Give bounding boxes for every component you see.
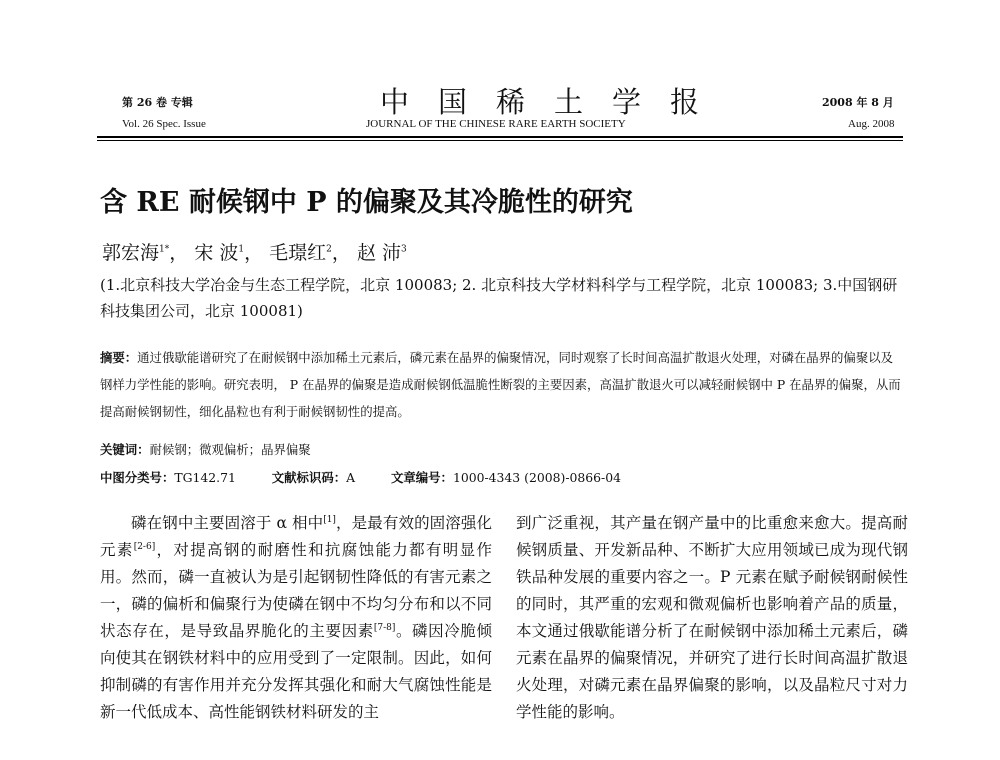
body-text: ，是最有效的固溶强化元素	[100, 514, 492, 559]
classification-line	[100, 468, 621, 486]
author-separator: ，	[169, 242, 189, 264]
journal-name-cn: 中国稀土学报	[380, 85, 729, 119]
issue-date-en: Aug. 2008	[848, 118, 895, 130]
body-text: 磷在钢中主要固溶于 α 相中	[131, 514, 324, 532]
author-separator: ，	[244, 242, 264, 264]
header-rule-thick	[97, 136, 903, 138]
citation: [1]	[323, 514, 336, 525]
author-affiliation-mark: 1*	[159, 244, 170, 255]
keywords-label: 关键词：	[100, 442, 150, 457]
abstract-text: 通过俄歇能谱研究了在耐候钢中添加稀土元素后，磷元素在晶界的偏聚情况，同时观察了长时间高温扩散退火处理，对磷在晶界的偏聚以及钢样力学性能的影响。研究表明， P 在晶界的偏聚是造成耐候钢低温脆性断裂的主要因素，高温扩散退火可以减轻耐候钢中 P 在晶界的偏聚，从而提高耐候钢韧性，细化晶粒也有利于耐候钢韧性的提高。	[100, 350, 901, 419]
issue-date-cn: 2008 年 8 月	[822, 96, 894, 109]
volume-label-en: Vol. 26 Spec. Issue	[122, 118, 206, 130]
keywords-text: 耐候钢；微观偏析；晶界偏聚	[149, 442, 311, 457]
article-number-label: 文章编号：	[390, 470, 453, 485]
affiliations: (1.北京科技大学冶金与生态工程学院，北京 100083; 2. 北京科技大学材料科学与工程学院，北京 100083; 3.中国钢研科技集团公司，北京 100081)	[100, 276, 898, 320]
doc-code-value: A	[346, 470, 356, 485]
abstract-label: 摘要：	[100, 350, 138, 365]
author-separator: ，	[331, 242, 351, 264]
author-affiliation-mark: 1	[238, 244, 245, 255]
paper-title: 含 RE 耐候钢中 P 的偏聚及其冷脆性的研究	[100, 187, 633, 218]
body-text: 。磷因冷脆倾向使其在钢铁材料中的应用受到了一定限制。因此，如何抑制磷的有害作用并充分发挥其强化和耐大气腐蚀性能是新一代低成本、高性能钢铁材料研发的主	[100, 622, 492, 721]
author-affiliation-mark: 2	[326, 244, 332, 255]
body-column-left	[100, 510, 492, 726]
citation: [7-8]	[373, 622, 396, 633]
volume-label-cn: 第 26 卷 专辑	[122, 96, 193, 109]
author-affiliation-mark: 3	[401, 244, 407, 255]
author-name: 毛璟红	[269, 242, 327, 264]
clc-value: TG142.71	[174, 470, 236, 485]
doc-code-label: 文献标识码：	[271, 470, 347, 485]
author-list	[102, 238, 407, 265]
body-text: ，对提高钢的耐磨性和抗腐蚀能力都有明显作用。然而，磷一直被认为是引起钢韧性降低的有害元素之一，磷的偏析和偏聚行为使磷在钢中不均匀分布和以不同状态存在，是导致晶界脆化的主要因素	[100, 541, 492, 640]
article-number-value: 1000-4343 (2008)-0866-04	[452, 470, 622, 485]
header-rule-thin	[97, 140, 903, 141]
author-name: 赵 沛	[356, 242, 402, 264]
keywords	[100, 440, 311, 458]
journal-name-en: JOURNAL OF THE CHINESE RARE EARTH SOCIETY	[366, 118, 626, 130]
citation: [2-6]	[133, 541, 156, 552]
author-name: 宋 波	[194, 242, 239, 264]
body-column-right: 到广泛重视，其产量在钢产量中的比重愈来愈大。提高耐候钢质量、开发新品种、不断扩大应用领域已成为现代钢铁品种发展的重要内容之一。P 元素在赋予耐候钢耐候性的同时，其严重的宏观和微观偏析也影响着产品的质量，本文通过俄歇能谱分析了在耐候钢中添加稀土元素后，磷元素在晶界的偏聚情况，并研究了进行长时间高温扩散退火处理，对磷元素在晶界偏聚的影响，以及晶粒尺寸对力学性能的影响。	[516, 514, 908, 721]
author-name: 郭宏海	[102, 242, 160, 264]
abstract	[100, 344, 904, 425]
clc-label: 中图分类号：	[100, 470, 175, 485]
